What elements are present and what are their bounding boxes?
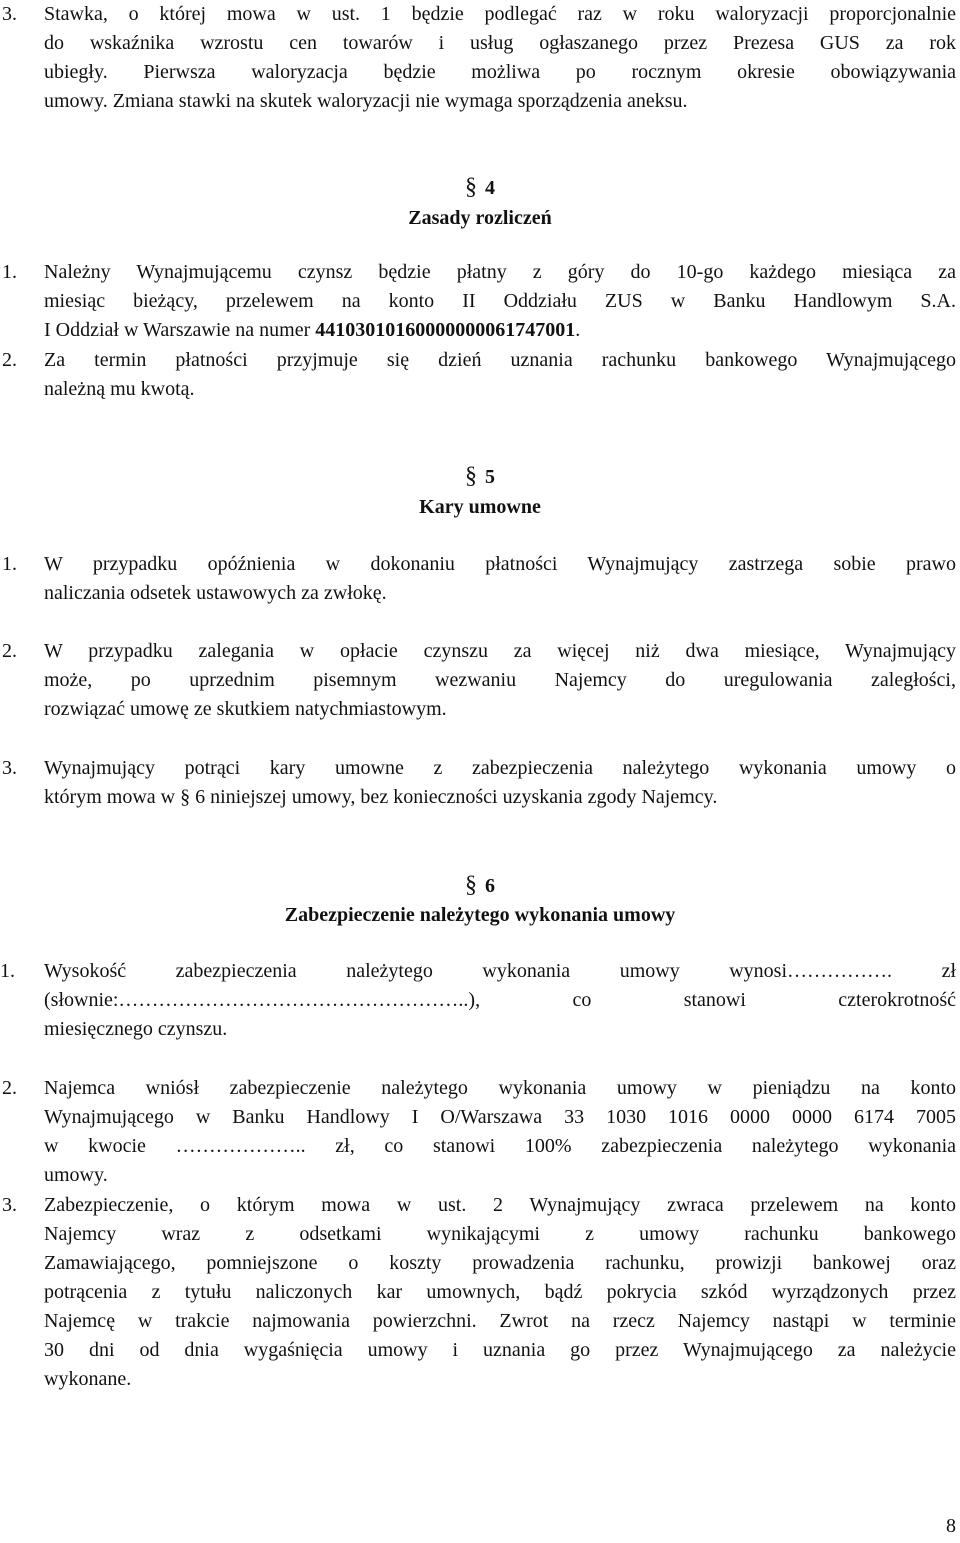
- paragraph-line: Najemcę w trakcie najmowania powierzchni. Zwrot na rzecz Najemcy nastąpi w terminie: [44, 1310, 956, 1332]
- paragraph-number: 2.: [2, 640, 17, 662]
- paragraph-line: w kwocie ……………….. zł, co stanowi 100% zabezpieczenia należytego wykonania: [44, 1135, 956, 1157]
- paragraph-line: miesięcznego czynszu.: [44, 1018, 228, 1040]
- section-5-paragraph-1: [0, 550, 956, 608]
- paragraph-number: 1.: [2, 553, 17, 575]
- section-number: 4: [485, 177, 495, 199]
- paragraph-number: 2.: [2, 1077, 17, 1099]
- paragraph-line: 30 dni od dnia wygaśnięcia umowy i uznania go przez Wynajmującego za należycie: [44, 1339, 956, 1361]
- paragraph-line: którym mowa w § 6 niniejszej umowy, bez konieczności uzyskania zgody Najemcy.: [44, 786, 718, 808]
- paragraph-line: Najemcy wraz z odsetkami wynikającymi z umowy rachunku bankowego: [44, 1223, 956, 1245]
- section-symbol: §: [465, 872, 477, 898]
- paragraph-line: umowy. Zmiana stawki na skutek waloryzacji nie wymaga sporządzenia aneksu.: [44, 90, 688, 112]
- paragraph-line: [44, 316, 956, 345]
- paragraph-line: Najemca wniósł zabezpieczenie należytego wykonania umowy w pieniądzu na konto: [44, 1077, 956, 1099]
- paragraph-text: I Oddział w Warszawie na numer: [44, 319, 311, 341]
- paragraph-line: należną mu kwotą.: [44, 378, 195, 400]
- section-5-paragraph-2: [0, 637, 956, 724]
- paragraph-line: Wysokość zabezpieczenia należytego wykonania umowy wynosi……………. zł: [44, 960, 956, 982]
- section-4-paragraph-1: [0, 258, 956, 345]
- paragraph-line: rozwiązać umowę ze skutkiem natychmiastowym.: [44, 698, 447, 720]
- paragraph-line: naliczania odsetek ustawowych za zwłokę.: [44, 582, 387, 604]
- paragraph-line: (słownie:……………………………………………..), co stanowi czterokrotność: [44, 989, 956, 1011]
- paragraph-line: Stawka, o której mowa w ust. 1 będzie podlegać raz w roku waloryzacji proporcjonalnie: [44, 3, 956, 25]
- section-symbol: §: [465, 174, 477, 200]
- paragraph-line: W przypadku zalegania w opłacie czynszu za więcej niż dwa miesiące, Wynajmujący: [44, 640, 956, 662]
- section-6-paragraph-2: [0, 1074, 956, 1190]
- section-5-paragraph-3: [0, 754, 956, 812]
- paragraph-number: 2.: [2, 349, 17, 371]
- page-number: 8: [946, 1515, 956, 1537]
- paragraph-line: ubiegły. Pierwsza waloryzacja będzie możliwa po rocznym okresie obowiązywania: [44, 61, 956, 83]
- paragraph-line: umowy.: [44, 1164, 108, 1186]
- paragraph-line: miesiąc bieżący, przelewem na konto II Oddziału ZUS w Banku Handlowym S.A.: [44, 290, 956, 312]
- paragraph-line: Wynajmujący potrąci kary umowne z zabezpieczenia należytego wykonania umowy o: [44, 757, 956, 779]
- section-4-title: Zasady rozliczeń: [408, 207, 552, 229]
- paragraph-3-stawka: [0, 0, 956, 116]
- paragraph-line: Zabezpieczenie, o którym mowa w ust. 2 Wynajmujący zwraca przelewem na konto: [44, 1194, 956, 1216]
- paragraph-text: .: [575, 319, 581, 341]
- section-5-title: Kary umowne: [419, 496, 541, 518]
- section-4-paragraph-2: [0, 346, 956, 404]
- paragraph-line: Zamawiającego, pomniejszone o koszty prowadzenia rachunku, prowizji bankowej oraz: [44, 1252, 956, 1274]
- paragraph-number: 3.: [2, 1194, 17, 1216]
- section-4-number: [0, 172, 960, 203]
- paragraph-line: do wskaźnika wzrostu cen towarów i usług ogłaszanego przez Prezesa GUS za rok: [44, 32, 956, 54]
- section-number: 6: [485, 875, 495, 897]
- paragraph-line: Za termin płatności przyjmuje się dzień uznania rachunku bankowego Wynajmującego: [44, 349, 956, 371]
- paragraph-number: 3.: [2, 757, 17, 779]
- section-6-paragraph-1: [0, 957, 956, 1044]
- paragraph-number: 1.: [2, 261, 17, 283]
- section-5-number: [0, 461, 960, 492]
- section-6-number: [0, 870, 960, 901]
- paragraph-number: 1.: [0, 960, 15, 982]
- section-symbol: §: [465, 463, 477, 489]
- section-number: 5: [485, 466, 495, 488]
- paragraph-line: wykonane.: [44, 1368, 132, 1390]
- account-number: 44103010160000000061747001: [315, 319, 576, 341]
- paragraph-line: potrącenia z tytułu naliczonych kar umownych, bądź pokrycia szkód wyrządzonych przez: [44, 1281, 956, 1303]
- section-6-title: Zabezpieczenie należytego wykonania umowy: [284, 904, 676, 926]
- section-6-paragraph-3: [0, 1191, 956, 1394]
- paragraph-line: Należny Wynajmującemu czynsz będzie płatny z góry do 10-go każdego miesiąca za: [44, 261, 956, 283]
- paragraph-line: Wynajmującego w Banku Handlowy I O/Warszawa 33 1030 1016 0000 0000 6174 7005: [44, 1106, 956, 1128]
- paragraph-number: 3.: [2, 3, 17, 25]
- paragraph-line: W przypadku opóźnienia w dokonaniu płatności Wynajmujący zastrzega sobie prawo: [44, 553, 956, 575]
- paragraph-line: może, po uprzednim pisemnym wezwaniu Najemcy do uregulowania zaległości,: [44, 669, 956, 691]
